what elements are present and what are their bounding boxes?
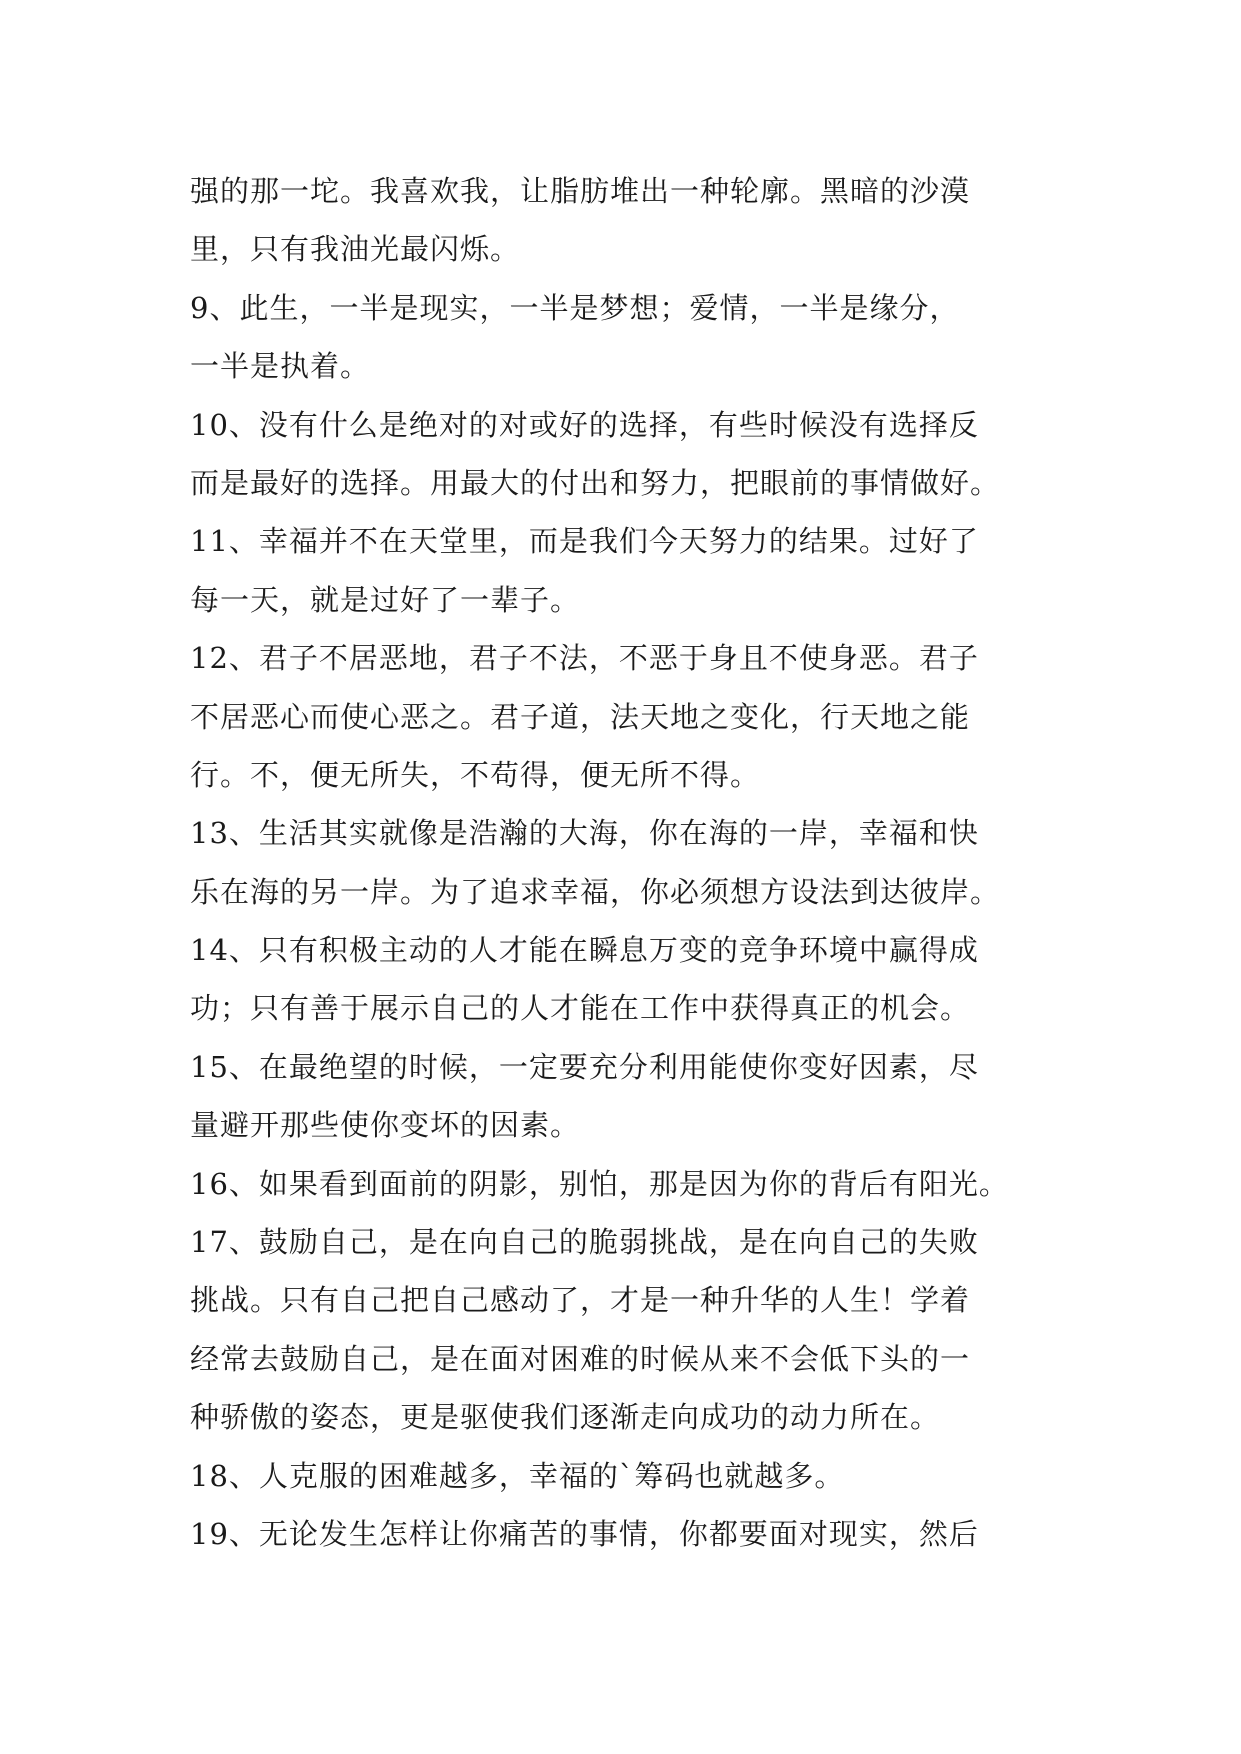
text-line: 不居恶心而使心恶之。君子道，法天地之变化，行天地之能 bbox=[190, 699, 971, 734]
text-line: 9、此生，一半是现实，一半是梦想；爱情，一半是缘分， bbox=[190, 290, 960, 325]
text-line: 种骄傲的姿态，更是驱使我们逐渐走向成功的动力所在。 bbox=[190, 1400, 941, 1435]
text-line: 乐在海的另一岸。为了追求幸福，你必须想方设法到达彼岸。 bbox=[190, 874, 1001, 909]
text-line: 13、生活其实就像是浩瀚的大海，你在海的一岸，幸福和快 bbox=[190, 816, 979, 851]
text-line: 强的那一坨。我喜欢我，让脂肪堆出一种轮廓。黑暗的沙漠 bbox=[190, 174, 971, 208]
text-line: 量避开那些使你变坏的因素。 bbox=[190, 1108, 581, 1143]
text-line: 18、人克服的困难越多，幸福的`筹码也就越多。 bbox=[190, 1458, 845, 1493]
text-line: 11、幸福并不在天堂里，而是我们今天努力的结果。过好了 bbox=[190, 524, 979, 559]
text-line: 一半是执着。 bbox=[190, 349, 371, 384]
text-line: 挑战。只有自己把自己感动了，才是一种升华的人生！学着 bbox=[190, 1283, 971, 1318]
text-line: 里，只有我油光最闪烁。 bbox=[190, 232, 521, 267]
text-line: 而是最好的选择。用最大的付出和努力，把眼前的事情做好。 bbox=[190, 465, 1001, 500]
text-line: 12、君子不居恶地，君子不法，不恶于身且不使身恶。君子 bbox=[190, 641, 979, 676]
text-line: 10、没有什么是绝对的对或好的选择，有些时候没有选择反 bbox=[190, 407, 979, 442]
document-body-text bbox=[190, 162, 1070, 1563]
text-line: 功；只有善于展示自己的人才能在工作中获得真正的机会。 bbox=[190, 991, 971, 1026]
text-line: 19、无论发生怎样让你痛苦的事情，你都要面对现实，然后 bbox=[190, 1516, 979, 1551]
text-line: 15、在最绝望的时候，一定要充分利用能使你变好因素，尽 bbox=[190, 1049, 979, 1084]
text-line: 每一天，就是过好了一辈子。 bbox=[190, 582, 581, 617]
text-line: 17、鼓励自己，是在向自己的脆弱挑战，是在向自己的失败 bbox=[190, 1225, 979, 1260]
text-line: 行。不，便无所失，不苟得，便无所不得。 bbox=[190, 757, 761, 792]
text-line: 经常去鼓励自己，是在面对困难的时候从来不会低下头的一 bbox=[190, 1341, 971, 1376]
text-line: 16、如果看到面前的阴影，别怕，那是因为你的背后有阳光。 bbox=[190, 1166, 1009, 1201]
text-line: 14、只有积极主动的人才能在瞬息万变的竞争环境中赢得成 bbox=[190, 933, 979, 968]
